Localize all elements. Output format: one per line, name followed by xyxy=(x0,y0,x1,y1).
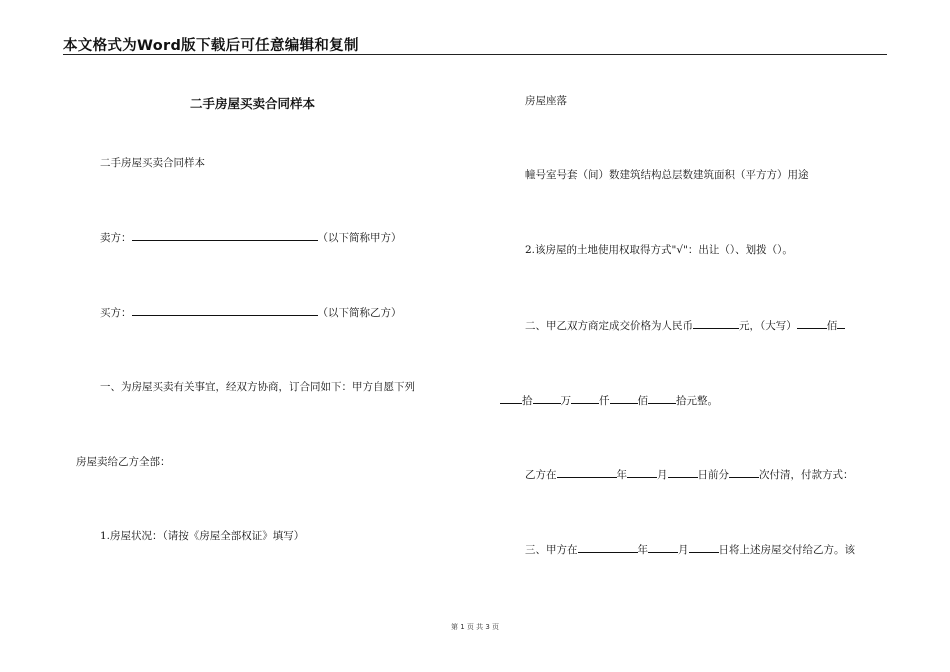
amount-end: 拾元整。 xyxy=(676,395,718,407)
buyer-line xyxy=(100,305,402,320)
amount-qian: 仟 xyxy=(599,395,610,407)
price-text-a: 二、甲乙双方商定成交价格为人民币 xyxy=(525,320,693,332)
amount-bai: 佰 xyxy=(637,395,648,407)
page-footer: 第 1 页 共 3 页 xyxy=(450,623,500,631)
price-text-b: 元，（大写） xyxy=(739,320,797,332)
deliver-blank-day xyxy=(689,542,719,553)
header-text: 本文格式为Word版下载后可任意编辑和复制 xyxy=(63,38,359,54)
house-status: 1.房屋状况：（请按《房屋全部权证》填写） xyxy=(100,530,305,542)
amount-shi: 拾 xyxy=(522,395,533,407)
amount-blank-1 xyxy=(500,393,522,404)
delivery-line xyxy=(525,542,855,557)
amount-blank-4 xyxy=(610,393,638,404)
pay-text-d: 日前分 xyxy=(697,469,729,481)
document-title: 二手房屋买卖合同样本 xyxy=(190,96,316,111)
land-use: 2.该房屋的土地使用权取得方式"√"：出让（）、划拨（）。 xyxy=(525,244,793,256)
price-text-c: 佰 xyxy=(826,320,838,332)
house-fields: 幢号室号套（间）数建筑结构总层数建筑面积（平方方）用途 xyxy=(525,169,809,181)
clause-1: 一、为房屋买卖有关事宜，经双方协商，订合同如下：甲方自愿下列 xyxy=(100,381,415,393)
clause-1-continued: 房屋卖给乙方全部： xyxy=(76,456,171,468)
price-blank-tail xyxy=(837,318,845,329)
buyer-suffix: （以下简称乙方） xyxy=(317,307,402,319)
pay-blank-times xyxy=(729,467,759,478)
seller-suffix: （以下简称甲方） xyxy=(317,232,402,244)
house-location: 房屋座落 xyxy=(525,95,567,107)
deliver-blank-month xyxy=(648,542,678,553)
pay-text-e: 次付清，付款方式： xyxy=(759,469,854,481)
amount-blank-3 xyxy=(571,393,599,404)
seller-label: 卖方： xyxy=(100,232,132,244)
amount-line xyxy=(500,393,718,408)
payment-line xyxy=(525,467,854,482)
price-blank-bai xyxy=(797,318,827,329)
amount-blank-2 xyxy=(533,393,561,404)
pay-text-c: 月 xyxy=(657,469,668,481)
amount-wan: 万 xyxy=(560,395,571,407)
price-blank-number xyxy=(693,318,739,329)
deliver-text-d: 日将上述房屋交付给乙方。该 xyxy=(718,544,855,556)
amount-blank-5 xyxy=(648,393,676,404)
price-line xyxy=(525,318,845,333)
deliver-text-a: 三、甲方在 xyxy=(525,544,578,556)
page-header xyxy=(63,32,887,55)
pay-blank-month xyxy=(627,467,657,478)
pay-text-a: 乙方在 xyxy=(525,469,557,481)
buyer-blank xyxy=(132,305,318,316)
pay-blank-day xyxy=(668,467,698,478)
pay-text-b: 年 xyxy=(616,469,627,481)
seller-line xyxy=(100,230,402,245)
pay-blank-year xyxy=(557,467,617,478)
deliver-text-c: 月 xyxy=(678,544,689,556)
subtitle: 二手房屋买卖合同样本 xyxy=(100,157,205,169)
deliver-text-b: 年 xyxy=(637,544,648,556)
deliver-blank-year xyxy=(578,542,638,553)
buyer-label: 买方： xyxy=(100,307,132,319)
seller-blank xyxy=(132,230,318,241)
